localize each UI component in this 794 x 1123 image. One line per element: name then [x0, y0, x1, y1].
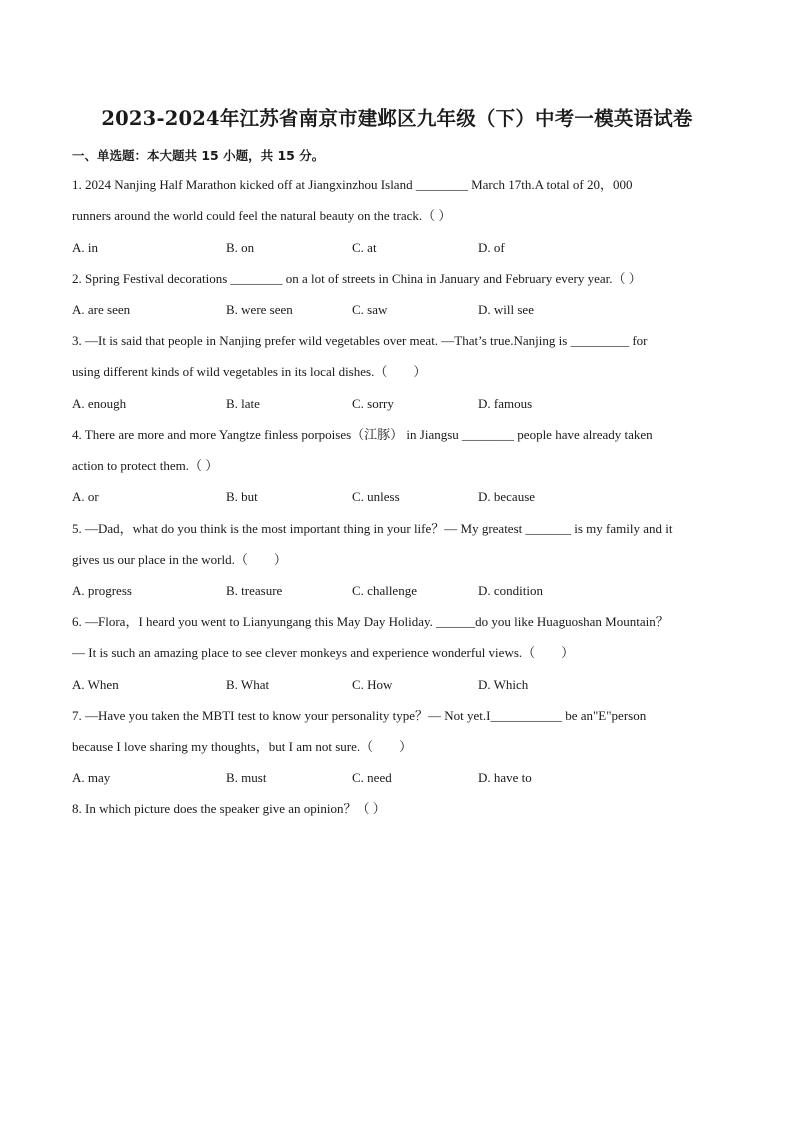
question-1-option-c: C. at	[352, 240, 377, 255]
question-6-option-c: C. How	[352, 677, 393, 692]
question-6-option-a: A. When	[72, 677, 119, 692]
question-7-option-c: C. need	[352, 770, 392, 785]
question-2-option-b: B. were seen	[226, 302, 293, 317]
question-1-option-a: A. in	[72, 240, 98, 255]
question-3-line-2: using different kinds of wild vegetables in its local dishes.（ ）	[72, 364, 427, 379]
question-5-line-2: gives us our place in the world.（ ）	[72, 552, 287, 567]
question-7-line-1: 7. —Have you taken the MBTI test to know your personality type？— Not yet.I___________ be an"E"person	[72, 708, 647, 723]
question-4-line-2: action to protect them.（ ）	[72, 458, 219, 473]
question-2-line-1: 2. Spring Festival decorations ________ on a lot of streets in China in January and February every year.（ ）	[72, 271, 642, 286]
question-5-option-d: D. condition	[478, 583, 543, 598]
question-6-option-d: D. Which	[478, 677, 529, 692]
question-4-option-b: B. but	[226, 489, 258, 504]
section-heading: 一、单选题：本大题共 15 小题，共 15 分。	[72, 148, 325, 163]
question-3-option-d: D. famous	[478, 396, 533, 411]
question-2-option-c: C. saw	[352, 302, 388, 317]
question-4-line-1: 4. There are more and more Yangtze finless porpoises（江豚） in Jiangsu ________ people have already taken	[72, 427, 653, 442]
question-5-line-1: 5. —Dad，what do you think is the most important thing in your life？— My greatest _______ is my family and it	[72, 521, 673, 536]
question-6-line-1: 6. —Flora，I heard you went to Lianyungang this May Day Holiday. ______do you like Huaguoshan Mountain？	[72, 614, 669, 629]
question-3-option-b: B. late	[226, 396, 260, 411]
question-6-option-b: B. What	[226, 677, 270, 692]
question-2-option-a: A. are seen	[72, 302, 131, 317]
question-3-option-c: C. sorry	[352, 396, 394, 411]
question-8-line-1: 8. In which picture does the speaker give an opinion？（ ）	[72, 801, 386, 816]
question-1-option-b: B. on	[226, 240, 255, 255]
question-7-option-a: A. may	[72, 770, 111, 785]
question-1-line-2: runners around the world could feel the natural beauty on the track.（ ）	[72, 208, 452, 223]
question-7-line-2: because I love sharing my thoughts，but I am not sure.（ ）	[72, 739, 413, 754]
question-3-line-1: 3. —It is said that people in Nanjing prefer wild vegetables over meat. —That’s true.Nanjing is _________ for	[72, 333, 648, 348]
question-5-option-a: A. progress	[72, 583, 132, 598]
question-3-option-a: A. enough	[72, 396, 127, 411]
question-7-option-b: B. must	[226, 770, 267, 785]
question-7-option-d: D. have to	[478, 770, 532, 785]
question-4-option-d: D. because	[478, 489, 536, 504]
question-6-line-2: — It is such an amazing place to see clever monkeys and experience wonderful views.（ ）	[72, 645, 575, 660]
question-4-option-a: A. or	[72, 489, 99, 504]
question-5-option-c: C. challenge	[352, 583, 417, 598]
question-5-option-b: B. treasure	[226, 583, 283, 598]
question-2-option-d: D. will see	[478, 302, 534, 317]
question-4-option-c: C. unless	[352, 489, 400, 504]
question-1-line-1: 1. 2024 Nanjing Half Marathon kicked off at Jiangxinzhou Island ________ March 17th.A total of 20，000	[72, 177, 633, 192]
exam-title: 2023-2024年江苏省南京市建邺区九年级（下）中考一模英语试卷	[101, 107, 693, 130]
question-1-option-d: D. of	[478, 240, 505, 255]
